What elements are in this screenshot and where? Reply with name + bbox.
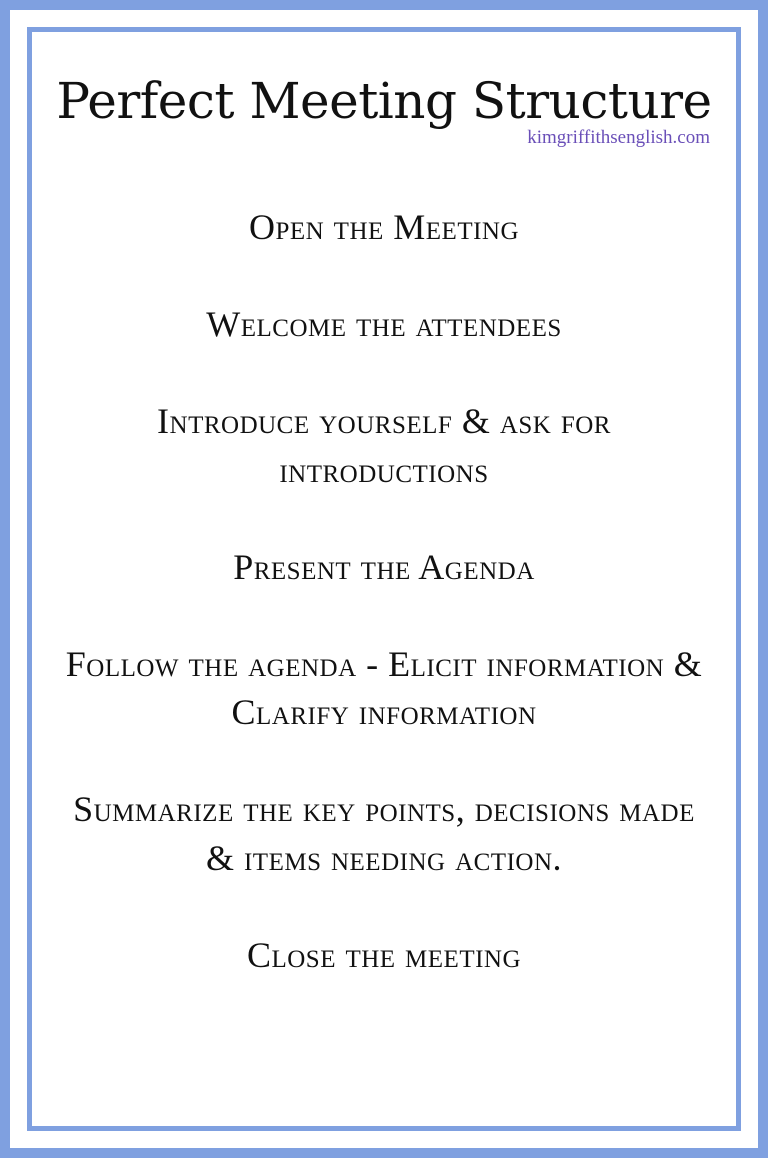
step-summarize: Summarize the key points, decisions made & items needing action. [73, 789, 695, 878]
step-open-meeting: Open the Meeting [248, 207, 520, 247]
step-close-meeting: Close the meeting [246, 934, 522, 975]
step-present-agenda: Present the Agenda [233, 546, 535, 587]
step-follow-agenda: Follow the agenda - Elicit information & Clarify information [65, 643, 703, 732]
step-introductions: Introduce yourself & ask for introductions [157, 401, 611, 490]
page-title: Perfect Meeting Structure [56, 72, 712, 130]
website-credit: kimgriffithsenglish.com [527, 127, 710, 148]
step-welcome-attendees: Welcome the attendees [206, 304, 562, 344]
meeting-steps-list [60, 203, 708, 1028]
